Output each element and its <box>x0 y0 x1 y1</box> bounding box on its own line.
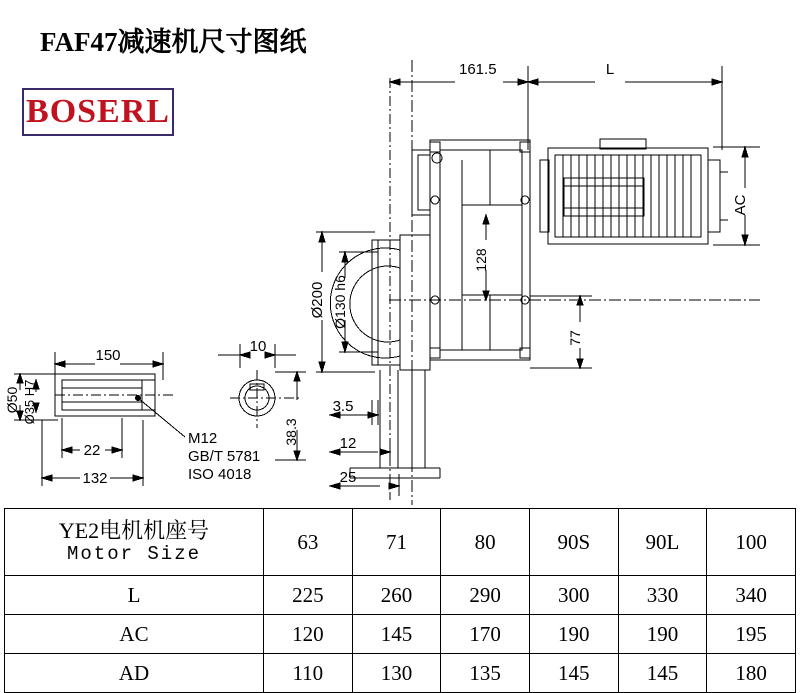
row-ad-value-4: 145 <box>618 654 707 693</box>
row-l-value-5: 340 <box>707 576 796 615</box>
dim-dia-35-h7: Ø35 H7 <box>22 379 37 425</box>
dim-12: 12 <box>339 435 357 452</box>
table-header-label-en: Motor Size <box>66 542 202 565</box>
table-header-row <box>5 509 796 576</box>
dim-3-5: 3.5 <box>332 398 354 415</box>
table-header-size-5: 100 <box>707 509 796 576</box>
row-l-value-2: 290 <box>441 576 530 615</box>
dim-AC: AC <box>732 194 749 216</box>
row-ad-value-3: 145 <box>529 654 618 693</box>
row-ad-value-2: 135 <box>441 654 530 693</box>
row-ac-value-0: 120 <box>264 615 353 654</box>
row-ad-value-1: 130 <box>352 654 441 693</box>
table-header-label <box>5 509 264 576</box>
row-label-l: L <box>5 576 264 615</box>
table-header-size-0: 63 <box>264 509 353 576</box>
dim-77: 77 <box>567 330 583 346</box>
row-ad-value-5: 180 <box>707 654 796 693</box>
page-title: FAF47减速机尺寸图纸 <box>40 27 307 57</box>
row-ac-value-5: 195 <box>707 615 796 654</box>
dim-161-5: 161.5 <box>459 61 497 78</box>
bolt-callout-gb: GB/T 5781 <box>188 448 261 465</box>
table-header-size-4: 90L <box>618 509 707 576</box>
row-l-value-4: 330 <box>618 576 707 615</box>
row-ac-value-4: 190 <box>618 615 707 654</box>
row-ac-value-1: 145 <box>352 615 441 654</box>
dim-L: L <box>605 61 615 78</box>
table-header-size-2: 80 <box>441 509 530 576</box>
dim-150: 150 <box>95 347 121 364</box>
bolt-callout-iso: ISO 4018 <box>188 466 252 483</box>
row-l-value-3: 300 <box>529 576 618 615</box>
table-header-size-1: 71 <box>352 509 441 576</box>
row-l-value-0: 225 <box>264 576 353 615</box>
dim-132: 132 <box>82 470 108 487</box>
dim-10: 10 <box>249 338 267 355</box>
row-ac-value-2: 170 <box>441 615 530 654</box>
logo-text: BOSERL <box>26 93 170 130</box>
row-l-value-1: 260 <box>352 576 441 615</box>
dim-22: 22 <box>83 442 101 459</box>
dim-dia-200: Ø200 <box>309 281 326 319</box>
dim-128: 128 <box>473 248 489 272</box>
table-row <box>5 576 796 615</box>
row-ad-value-0: 110 <box>264 654 353 693</box>
row-label-ad: AD <box>5 654 264 693</box>
table-row <box>5 615 796 654</box>
motor-size-table <box>4 508 796 693</box>
dim-25: 25 <box>339 469 357 486</box>
dim-dia-50: Ø50 <box>4 386 20 414</box>
bolt-callout-m12: M12 <box>188 430 218 447</box>
table-header-label-cn: YE2电机机座号 <box>58 518 210 544</box>
dim-dia-130-h6: Ø130 h6 <box>332 275 348 329</box>
row-ac-value-3: 190 <box>529 615 618 654</box>
row-label-ac: AC <box>5 615 264 654</box>
table-header-size-3: 90S <box>529 509 618 576</box>
table-row <box>5 654 796 693</box>
dim-38-3: 38.3 <box>283 418 299 446</box>
